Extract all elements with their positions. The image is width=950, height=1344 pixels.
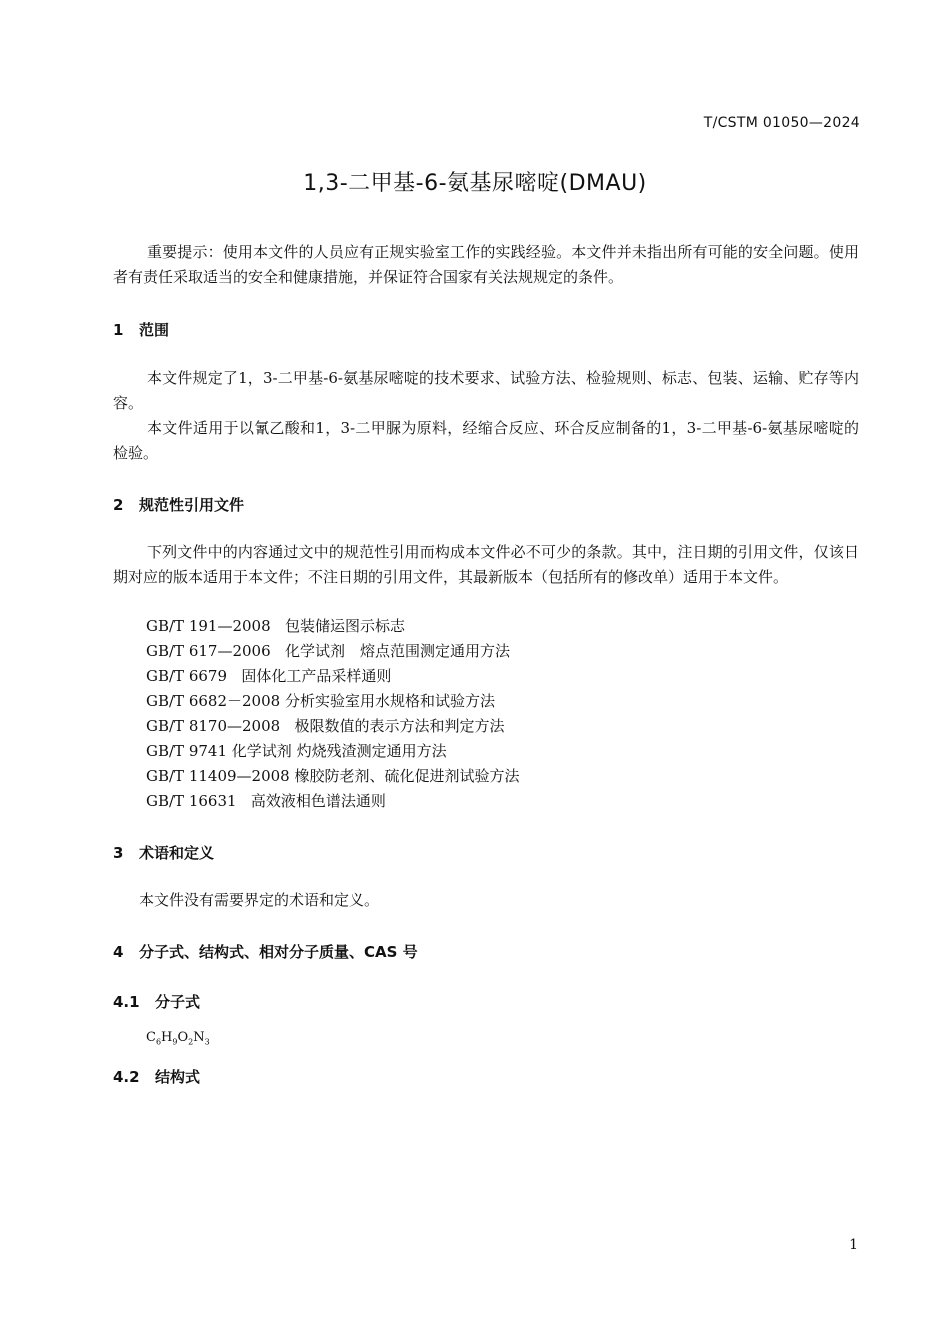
reference-item (146, 714, 505, 739)
reference-item (146, 664, 391, 689)
section-4-2-number: 4.2 (113, 1068, 140, 1086)
scope-paragraph-2: 本文件适用于以氰乙酸和1，3-二甲脲为原料，经缩合反应、环合反应制备的1，3-二甲基-6-氨基尿嘧啶的检验。 (113, 419, 859, 462)
formula-subscript: 6 (155, 1037, 162, 1047)
formula-element: O (177, 1030, 189, 1045)
safety-notice: 重要提示：使用本文件的人员应有正规实验室工作的实践经验。本文件并未指出所有可能的安全问题。使用者有责任采取适当的安全和健康措施，并保证符合国家有关法规规定的条件。 (113, 243, 859, 286)
section-3-number: 3 (113, 844, 124, 862)
reference-code: GB/T 8170—2008 (146, 717, 281, 735)
formula-subscript: 3 (204, 1037, 210, 1047)
formula-element: C (146, 1030, 156, 1045)
reference-title: 分析实验室用水规格和试验方法 (284, 692, 495, 710)
reference-title: 高效液相色谱法通则 (250, 792, 386, 810)
reference-code: GB/T 191—2008 (146, 617, 271, 635)
section-4-2-heading (113, 1066, 200, 1087)
section-1-number: 1 (113, 321, 124, 339)
section-4-1-number: 4.1 (113, 993, 140, 1011)
reference-code: GB/T 617—2006 (146, 642, 271, 660)
reference-title: 橡胶防老剂、硫化促进剂试验方法 (294, 767, 520, 785)
reference-title: 化学试剂 灼烧残渣测定通用方法 (231, 742, 447, 760)
section-4-number: 4 (113, 943, 124, 961)
reference-item (146, 789, 386, 814)
scope-paragraph-1: 本文件规定了1，3-二甲基-6-氨基尿嘧啶的技术要求、试验方法、检验规则、标志、包装、运输、贮存等内容。 (113, 369, 859, 412)
section-4-heading (113, 941, 418, 962)
reference-item (146, 614, 405, 639)
section-4-1-heading (113, 991, 200, 1012)
reference-code: GB/T 6679 (146, 667, 228, 685)
reference-item (146, 739, 447, 764)
reference-item (146, 764, 520, 789)
normative-intro: 下列文件中的内容通过文中的规范性引用而构成本文件必不可少的条款。其中，注日期的引用文件，仅该日期对应的版本适用于本文件；不注日期的引用文件，其最新版本（包括所有的修改单）适用于本文件。 (113, 543, 859, 586)
reference-title: 包装储运图示标志 (284, 617, 405, 635)
section-2-heading (113, 494, 244, 515)
formula-subscript: 9 (172, 1037, 178, 1047)
formula-element: H (161, 1030, 173, 1045)
section-1-title: 范围 (139, 321, 170, 339)
section-4-1-title: 分子式 (155, 993, 201, 1011)
section-4-title: 分子式、结构式、相对分子质量、CAS 号 (139, 943, 418, 961)
terms-text: 本文件没有需要界定的术语和定义。 (139, 891, 380, 909)
standard-code: T/CSTM 01050—2024 (703, 115, 860, 131)
reference-title: 极限数值的表示方法和判定方法 (294, 717, 505, 735)
reference-item (146, 639, 510, 664)
section-3-title: 术语和定义 (139, 844, 215, 862)
reference-code: GB/T 6682－2008 (146, 692, 281, 710)
section-4-2-title: 结构式 (155, 1068, 201, 1086)
molecular-formula (146, 1030, 210, 1047)
reference-title: 固体化工产品采样通则 (241, 667, 392, 685)
reference-code: GB/T 16631 (146, 792, 237, 810)
formula-subscript: 2 (188, 1037, 194, 1047)
reference-title: 化学试剂 熔点范围测定通用方法 (284, 642, 510, 660)
reference-code: GB/T 9741 (146, 742, 228, 760)
section-2-title: 规范性引用文件 (139, 496, 245, 514)
section-2-number: 2 (113, 496, 124, 514)
section-1-heading (113, 319, 169, 340)
page-number: 1 (849, 1237, 858, 1253)
reference-item (146, 689, 495, 714)
section-3-heading (113, 842, 214, 863)
reference-code: GB/T 11409—2008 (146, 767, 290, 785)
document-title: 1,3-二甲基-6-氨基尿嘧啶(DMAU) (303, 171, 647, 196)
formula-element: N (193, 1030, 205, 1045)
